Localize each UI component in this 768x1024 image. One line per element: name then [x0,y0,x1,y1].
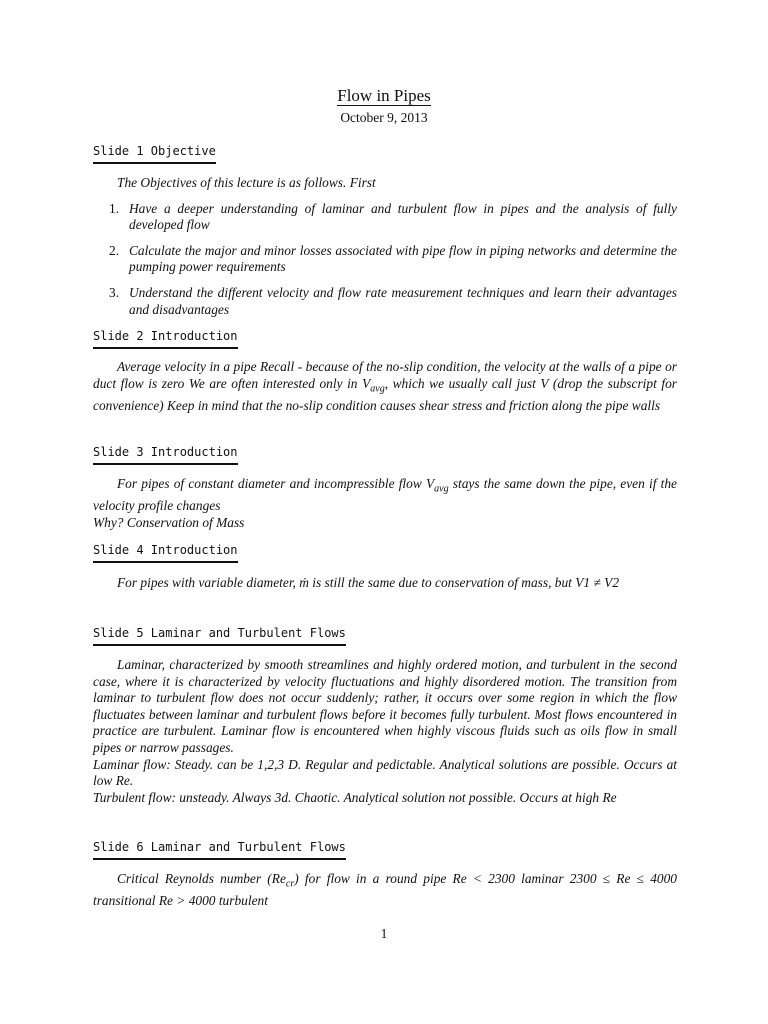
slide-6-text: Critical Reynolds number (Re [117,871,286,886]
slide-3-line: Why? Conservation of Mass [93,514,245,530]
list-item-text: Have a deeper understanding of laminar and turbulent flow in pipes and the analysis of fully developed flow [129,200,677,233]
slide-6-text: ) for flow in a round pipe Re < 2300 laminar 2300 ≤ Re ≤ 4000 transitional Re > 4000 turbulent [93,871,677,909]
list-item-text: Understand the different velocity and flow rate measurement techniques and learn their advantages and disadvantages [129,284,677,317]
list-item-number: 1. [109,200,120,216]
slide-6-body [93,871,677,910]
laminar-flow-line: Laminar flow: Steady. can be 1,2,3 D. Regular and pedictable. Analytical solutions are possible. Occurs at low Re. [93,756,677,789]
subscript: cr [285,878,295,890]
slide-4-body: For pipes with variable diameter, ṁ is still the same due to conservation of mass, but V1 ≠ V2 [117,575,620,590]
slide-3-text-part: For pipes of constant diameter and incompressible flow V [117,476,435,491]
objectives-intro: The Objectives of this lecture is as follows. First [117,175,376,190]
list-item [93,285,677,318]
slide-3-text [93,476,677,515]
slide-heading: Slide 5 Laminar and Turbulent Flows [93,625,346,646]
list-item-number: 3. [109,284,120,300]
slide-heading: Slide 2 Introduction [93,328,238,349]
subscript: avg [434,483,449,495]
list-item-number: 2. [109,242,120,258]
slide-heading: Slide 3 Introduction [93,444,238,465]
subscript: avg [370,383,385,395]
slide-3-body [93,476,677,531]
slide-1-body [93,175,677,318]
slide-2-text: Average velocity in a pipe Recall - because of the no-slip condition, the velocity at the walls of a pipe or duct flow is zero We are often interested only in V [93,359,677,391]
list-item-text: Calculate the major and minor losses associated with pipe flow in piping networks and determine the pumping power requirements [129,242,677,275]
objectives-list [93,201,677,319]
list-item [93,201,677,234]
slide-2-body [93,359,677,414]
list-item [93,243,677,276]
turbulent-flow-line: Turbulent flow: unsteady. Always 3d. Chaotic. Analytical solution not possible. Occurs at high Re [93,789,617,805]
slide-5-paragraph: Laminar, characterized by smooth streamlines and highly ordered motion, and turbulent in the second case, where it is characterized by velocity fluctuations and highly disordered motion. The transition from laminar to turbulent flow does not occur suddenly; rather, it occurs over some region in which the flow fluctuates between laminar and turbulent flows before it becomes fully turbulent. Most flows encountered in practice are turbulent. Laminar flow is encountered when highly viscous fluids such as oils flow in small pipes or narrow passages. [93,657,677,755]
slide-heading: Slide 1 Objective [93,143,216,164]
slide-2-text: , which we usually call just V (drop the subscript for convenience) Keep in mind that the no-slip condition causes shear stress and friction along the pipe walls [93,375,677,413]
slide-heading: Slide 6 Laminar and Turbulent Flows [93,839,346,860]
slide-5-body [93,657,677,806]
document-title: Flow in Pipes [337,86,431,105]
page-number: 1 [380,926,388,941]
slide-heading: Slide 4 Introduction [93,542,238,563]
document-date: October 9, 2013 [340,110,428,125]
slide-3-text-part: stays the same down the pipe, even if the velocity profile changes [93,476,677,514]
